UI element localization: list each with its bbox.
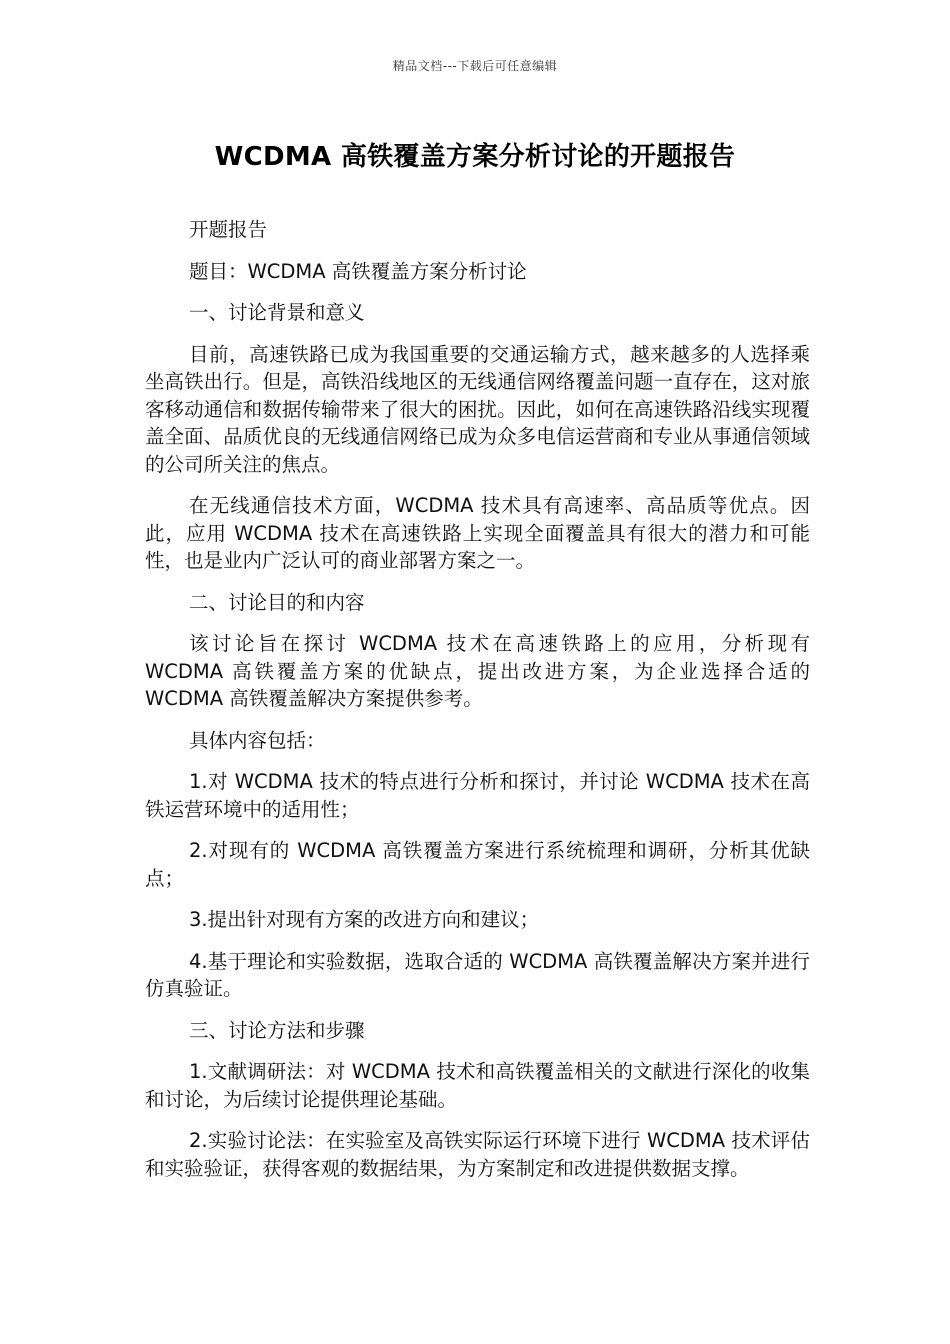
- section-heading-purpose: 二、讨论目的和内容: [189, 590, 365, 614]
- document-body: [145, 216, 810, 1196]
- list-item-content-1: 1.对 WCDMA 技术的特点进行分析和探讨，并讨论 WCDMA 技术在高铁运营环境中的适用性；: [145, 770, 810, 821]
- paragraph-topic: 题目：WCDMA 高铁覆盖方案分析讨论: [189, 259, 527, 283]
- list-item-content-4: 4.基于理论和实验数据，选取合适的 WCDMA 高铁覆盖解决方案并进行仿真验证。: [145, 949, 810, 1000]
- list-item-content-2: 2.对现有的 WCDMA 高铁覆盖方案进行系统梳理和调研，分析其优缺点；: [145, 839, 810, 890]
- list-item-method-2: 2.实验讨论法：在实验室及高铁实际运行环境下进行 WCDMA 技术评估和实验验证，获得客观的数据结果，为方案制定和改进提供数据支撑。: [145, 1129, 810, 1180]
- section-heading-background: 一、讨论背景和意义: [189, 301, 365, 324]
- list-item-method-1: 1.文献调研法：对 WCDMA 技术和高铁覆盖相关的文献进行深化的收集和讨论，为后续讨论提供理论基础。: [145, 1060, 810, 1111]
- list-item-content-3: 3.提出针对现有方案的改进方向和建议；: [189, 908, 540, 931]
- paragraph-background-2: 在无线通信技术方面，WCDMA 技术具有高速率、高品质等优点。因此，应用 WCDMA 技术在高速铁路上实现全面覆盖具有很大的潜力和可能性，也是业内广泛认可的商业部署方案之一。: [145, 494, 810, 572]
- section-heading-methods: 三、讨论方法和步骤: [189, 1018, 365, 1042]
- paragraph-background-1: 目前，高速铁路已成为我国重要的交通运输方式，越来越多的人选择乘坐高铁出行。但是，高铁沿线地区的无线通信网络覆盖问题一直存在，这对旅客移动通信和数据传输带来了很大的困扰。因此，如何在高速铁路沿线实现覆盖全面、品质优良的无线通信网络已成为众多电信运营商和专业从事通信领域的公司所关注的焦点。: [145, 342, 810, 476]
- paragraph-report-label: 开题报告: [189, 218, 268, 241]
- paragraph-purpose: 该讨论旨在探讨 WCDMA 技术在高速铁路上的应用，分析现有 WCDMA 高铁覆盖方案的优缺点，提出改进方案，为企业选择合适的 WCDMA 高铁覆盖解决方案提供参考。: [145, 632, 810, 710]
- document-title: WCDMA 高铁覆盖方案分析讨论的开题报告: [214, 142, 736, 172]
- paragraph-content-intro: 具体内容包括：: [189, 728, 326, 752]
- page-header: 精品文档---下载后可任意编辑: [392, 59, 558, 73]
